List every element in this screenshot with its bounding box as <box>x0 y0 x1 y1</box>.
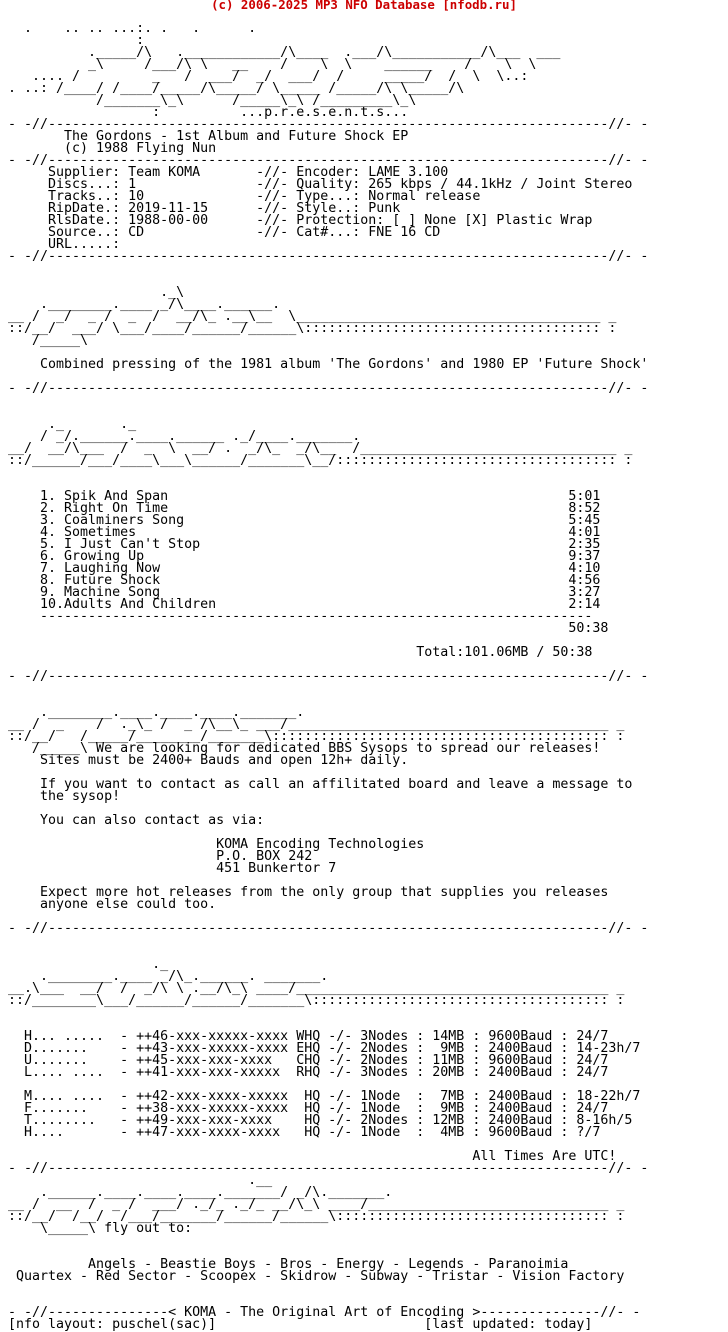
nfo-line: U....... - ++45-xxx-xxx-xxxx CHQ -/- 2Nodes : 11MB : 9600Baud : 24/7 <box>8 1053 609 1068</box>
nfo-line: \_____\ fly out to: <box>8 1221 193 1236</box>
nfo-line: M.... .... - ++42-xxx-xxxx-xxxxx HQ -/- 1Node : 7MB : 2400Baud : 18-22h/7 <box>8 1089 641 1104</box>
nfo-line: 2. Right On Time 8:52 <box>8 501 601 516</box>
nfo-line: - -//----------------------------------------------------------------------//- - <box>8 249 649 264</box>
nfo-line: --------------------------------------------------------------------- <box>8 609 593 624</box>
nfo-line: .________.____.____.____._______. <box>8 705 305 720</box>
nfo-line: RlsDate.: 1988-00-00 -//- Protection: [ ] None [X] Plastic Wrap <box>8 213 593 228</box>
nfo-line: .__ <box>8 1173 273 1188</box>
nfo-line: All Times Are UTC! <box>8 1149 617 1164</box>
nfo-line: __/ __/\___ / _ \ __/ . _/\_ _/\__ /________________________________ _ <box>8 441 633 456</box>
nfo-line: /_______\_\ /_____\_\ /_________\_\ <box>8 93 417 108</box>
nfo-line: the sysop! <box>8 789 121 804</box>
nfo-line: Supplier: Team KOMA -//- Encoder: LAME 3.100 <box>8 165 449 180</box>
nfo-line: - -//----------------------------------------------------------------------//- - <box>8 921 649 936</box>
nfo-line: . ..: /____/ /____/_____/\_____/ \_____ /_____/\ \_____/\ <box>8 81 465 96</box>
nfo-line: RipDate.: 2019-11-15 -//- Style..: Punk <box>8 201 401 216</box>
nfo-line: ._\ <box>8 285 185 300</box>
nfo-line: : ...p.r.e.s.e.n.t.s... <box>8 105 409 120</box>
nfo-line: H.... - ++47-xxx-xxxx-xxxx HQ -/- 1Node : 4MB : 9600Baud : ?/7 <box>8 1125 601 1140</box>
nfo-line: .______.____.____.____._______/ _/\._______. <box>8 1185 393 1200</box>
site-header: (c) 2006-2025 MP3 NFO Database [nfodb.ru] <box>211 0 517 12</box>
nfo-line: L.... .... - ++41-xxx-xxx-xxxxx RHQ -/- 3Nodes : 20MB : 2400Baud : 24/7 <box>8 1065 609 1080</box>
nfo-line: - -//----------------------------------------------------------------------//- - <box>8 1161 649 1176</box>
nfo-line: Tracks..: 10 -//- Type...: Normal release <box>8 189 481 204</box>
nfo-line: 1. Spik And Span 5:01 <box>8 489 601 504</box>
nfo-line: - -//----------------------------------------------------------------------//- - <box>8 153 649 168</box>
nfo-line: /_____\ <box>8 333 89 348</box>
nfo-line: ::/________\___/______/______/_______\::::::::::::::::::::::::::::::::::::: : <box>8 993 625 1008</box>
nfo-line: 10.Adults And Children 2:14 <box>8 597 601 612</box>
nfo-line: ::/__/ ___/ \___/____/______/______\::::::::::::::::::::::::::::::::::::: : <box>8 321 617 336</box>
nfo-line: 3. Coalminers Song 5:45 <box>8 513 601 528</box>
nfo-line: T........ - ++49-xxx-xxx-xxxx HQ -/- 2Nodes : 12MB : 2400Baud : 8-16h/5 <box>8 1113 633 1128</box>
nfo-line: .... / _ / ___/ _/ ___/ / _____/ / \ \..: <box>8 69 529 84</box>
nfo-line: 9. Machine Song 3:27 <box>8 585 601 600</box>
nfo-line: 4. Sometimes 4:01 <box>8 525 601 540</box>
nfo-line: /_____\ We are looking for dedicated BBS Sysops to spread our releases! <box>8 741 601 756</box>
nfo-line: - -//----------------------------------------------------------------------//- - <box>8 117 649 132</box>
nfo-line: __ / _/ _ / _ / __/\_ .__\__ \______________________________________ _ <box>8 309 617 324</box>
nfo-line: Discs...: 1 -//- Quality: 265 kbps / 44.1kHz / Joint Stereo <box>8 177 633 192</box>
nfo-line: - -//---------------< KOMA - The Original Art of Encoding >---------------//- - <box>8 1305 641 1320</box>
nfo-line: Combined pressing of the 1981 album 'The Gordons' and 1980 EP 'Future Shock' <box>8 357 649 372</box>
nfo-line: __.\___ __/ / _/\ \ .__/\_\ ____/_______________________________________ _ <box>8 981 625 996</box>
nfo-line: KOMA Encoding Technologies <box>8 837 425 852</box>
nfo-line: (c) 1988 Flying Nun <box>8 141 217 156</box>
nfo-line: Expect more hot releases from the only group that supplies you releases <box>8 885 609 900</box>
nfo-line: The Gordons - 1st Album and Future Shock EP <box>8 129 409 144</box>
nfo-line: F....... - ++38-xxx-xxxxx-xxxx HQ -/- 1Node : 9MB : 2400Baud : 24/7 <box>8 1101 609 1116</box>
nfo-line: __ / _ / ._\_ / _ /\__\_ ___/________________________________________ _ <box>8 717 625 732</box>
nfo-line: ::/__/ /_____/________/_______\:::::::::::::::::::::::::::::::::::::::::: : <box>8 729 625 744</box>
nfo-line: - -//----------------------------------------------------------------------//- - <box>8 669 649 684</box>
nfo-line: 5. I Just Can't Stop 2:35 <box>8 537 601 552</box>
nfo-line: ::/__/ /__/ /___/_______/______/______\:::::::::::::::::::::::::::::::::: : <box>8 1209 625 1224</box>
nfo-line: 50:38 <box>8 621 609 636</box>
nfo-text-block <box>8 11 648 1331</box>
nfo-line: You can also contact as via: <box>8 813 265 828</box>
nfo-line: If you want to contact as call an affilitated board and leave a message to <box>8 777 633 792</box>
nfo-line: H... ..... - ++46-xxx-xxxxx-xxxx WHQ -/- 3Nodes : 14MB : 9600Baud : 24/7 <box>8 1029 609 1044</box>
nfo-line: ::/______/___/____\___\______/_______\__/::::::::::::::::::::::::::::::::::: : <box>8 453 633 468</box>
nfo-line: - -//----------------------------------------------------------------------//- - <box>8 381 649 396</box>
nfo-line: _\ /___/\ \ __ / \ \ ______ / \ \ <box>8 57 537 72</box>
nfo-line: ._ ._ <box>8 417 137 432</box>
nfo-line: 8. Future Shock 4:56 <box>8 573 601 588</box>
nfo-line: P.O. BOX 242 <box>8 849 313 864</box>
nfo-line: Total:101.06MB / 50:38 <box>8 645 593 660</box>
nfo-line: __ / __ / _ / ___/ ._/_ ._/_ __/\_\ ____/______________________________ _ <box>8 1197 625 1212</box>
nfo-line: anyone else could too. <box>8 897 217 912</box>
nfo-line: Sites must be 2400+ Bauds and open 12h+ daily. <box>8 753 409 768</box>
nfo-line: Quartex - Red Sector - Scoopex - Skidrow - Subway - Tristar - Vision Factory <box>8 1269 625 1284</box>
nfo-line: ._____/\ .____________/\____ .___/\___________/\___ ___ <box>8 45 561 60</box>
nfo-line: / _/.______.____.______ ._/____._______. <box>8 429 361 444</box>
nfo-line: .________.____ _/\_.______. _______. <box>8 969 329 984</box>
nfo-line: URL.....: <box>8 237 121 252</box>
nfo-line: 6. Growing Up 9:37 <box>8 549 601 564</box>
nfo-line: Source..: CD -//- Cat#...: FNE 16 CD <box>8 225 441 240</box>
nfo-line: . .. .. ...:. . . . <box>8 21 257 36</box>
nfo-line: .________.____ _/\____.______. <box>8 297 281 312</box>
nfo-line: : <box>8 33 145 48</box>
nfo-line: D....... - ++43-xxx-xxxxx-xxxx EHQ -/- 2Nodes : 9MB : 2400Baud : 14-23h/7 <box>8 1041 641 1056</box>
nfo-line: 451 Bunkertor 7 <box>8 861 337 876</box>
nfo-line: Angels - Beastie Boys - Bros - Energy - Legends - Paranoimia <box>8 1257 569 1272</box>
nfo-line: 7. Laughing Now 4:10 <box>8 561 601 576</box>
nfo-line: ._ <box>8 957 169 972</box>
nfo-line: [nfo layout: puschel(sac)] [last updated: today] <box>8 1317 593 1332</box>
